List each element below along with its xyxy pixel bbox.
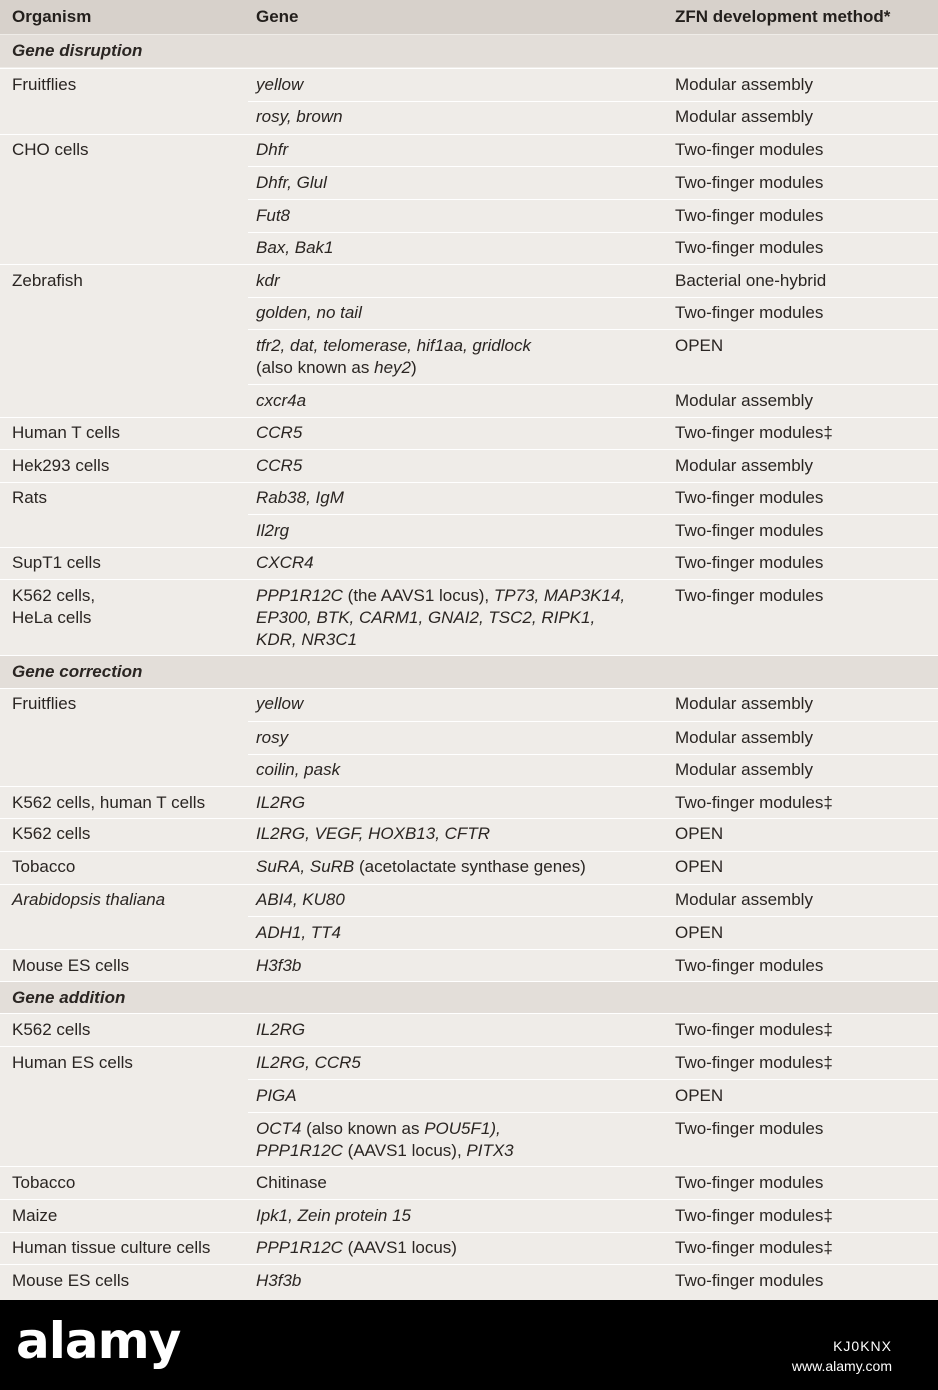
method-cell: Two-finger modules‡	[675, 793, 833, 812]
gene-symbol: OCT4	[256, 1119, 302, 1138]
method-cell: Two-finger modules	[675, 553, 824, 572]
method-cell: Modular assembly	[675, 694, 813, 713]
gene-cell: rosy	[256, 728, 289, 747]
method-cell: Two-finger modules	[675, 1173, 824, 1192]
gene-cell: coilin, pask	[256, 760, 341, 779]
method-cell: OPEN	[675, 1086, 724, 1105]
organism-cell: Human T cells	[12, 423, 121, 442]
method-cell: Two-finger modules	[675, 488, 824, 507]
organism-cell: Mouse ES cells	[12, 1271, 130, 1290]
gene-cell: Chitinase	[256, 1173, 327, 1192]
header-method: ZFN development method*	[675, 7, 891, 26]
gene-line: tfr2, dat, telomerase, hif1aa, gridlock	[256, 336, 531, 355]
gene-cell: rosy, brown	[256, 107, 343, 126]
gene-symbol: POU5F1),	[424, 1119, 501, 1138]
alamy-logo: alamy	[16, 1312, 181, 1370]
gene-symbol: PITX3	[466, 1141, 514, 1160]
method-cell: Two-finger modules‡	[675, 1206, 833, 1225]
method-cell: OPEN	[675, 824, 724, 843]
gene-symbol: PPP1R12C	[256, 1141, 343, 1160]
gene-cell: ABI4, KU80	[256, 890, 345, 909]
gene-cell: Il2rg	[256, 521, 290, 540]
gene-cell: Dhfr, Glul	[256, 173, 327, 192]
organism-cell: SupT1 cells	[12, 553, 101, 572]
organism-cell: Arabidopsis thaliana	[12, 890, 166, 909]
gene-cell	[256, 1237, 666, 1258]
method-cell: Two-finger modules	[675, 956, 824, 975]
gene-symbols: KDR, NR3C1	[256, 630, 358, 649]
gene-cell: CCR5	[256, 456, 303, 475]
method-cell: Modular assembly	[675, 728, 813, 747]
method-cell: Two-finger modules	[675, 238, 824, 257]
gene-cell: IL2RG, CCR5	[256, 1053, 361, 1072]
section-title-gene-disruption: Gene disruption	[0, 35, 938, 67]
gene-cell	[256, 1118, 666, 1162]
organism-cell: Zebrafish	[12, 271, 83, 290]
gene-cell: Ipk1, Zein protein 15	[256, 1206, 411, 1225]
gene-note: (acetolactate synthase genes)	[354, 857, 586, 876]
method-cell: Two-finger modules‡	[675, 423, 833, 442]
gene-symbol: PPP1R12C	[256, 586, 343, 605]
gene-cell: kdr	[256, 271, 280, 290]
stock-watermark-bar	[0, 1300, 938, 1390]
gene-cell: PIGA	[256, 1086, 297, 1105]
gene-cell: IL2RG, VEGF, HOXB13, CFTR	[256, 824, 490, 843]
method-cell: Two-finger modules	[675, 206, 824, 225]
method-cell: Modular assembly	[675, 391, 813, 410]
gene-note: (also known as	[256, 358, 375, 377]
method-cell: Two-finger modules	[675, 1119, 824, 1138]
organism-cell: Rats	[12, 488, 47, 507]
method-cell: Modular assembly	[675, 890, 813, 909]
gene-note-close: )	[411, 358, 417, 377]
gene-cell: H3f3b	[256, 1271, 302, 1290]
organism-line: HeLa cells	[12, 608, 92, 627]
image-id: KJ0KNX	[833, 1338, 892, 1354]
gene-symbols: TP73, MAP3K14,	[493, 586, 626, 605]
header-gene: Gene	[256, 7, 299, 26]
gene-cell: Rab38, IgM	[256, 488, 344, 507]
organism-cell: Tobacco	[12, 857, 76, 876]
gene-cell: IL2RG	[256, 1020, 306, 1039]
gene-cell: cxcr4a	[256, 391, 307, 410]
gene-cell	[256, 335, 666, 379]
method-cell: Modular assembly	[675, 75, 813, 94]
method-cell: Modular assembly	[675, 760, 813, 779]
organism-cell: Human tissue culture cells	[12, 1238, 211, 1257]
organism-cell: Maize	[12, 1206, 58, 1225]
gene-cell: CXCR4	[256, 553, 314, 572]
header-organism: Organism	[12, 7, 92, 26]
method-cell: Two-finger modules	[675, 586, 824, 605]
gene-cell: Fut8	[256, 206, 291, 225]
method-cell: Two-finger modules	[675, 140, 824, 159]
section-title-gene-correction: Gene correction	[0, 656, 938, 688]
method-cell: Two-finger modules	[675, 521, 824, 540]
organism-cell: Human ES cells	[12, 1053, 133, 1072]
method-cell: Two-finger modules	[675, 1271, 824, 1290]
gene-note: (also known as	[301, 1119, 425, 1138]
organism-cell: K562 cells	[12, 824, 91, 843]
method-cell: Two-finger modules	[675, 173, 824, 192]
method-cell: Bacterial one-hybrid	[675, 271, 827, 290]
gene-cell	[256, 856, 666, 877]
organism-cell: Fruitflies	[12, 694, 77, 713]
gene-note: (the AAVS1 locus),	[342, 586, 494, 605]
organism-line: K562 cells,	[12, 586, 96, 605]
method-cell: OPEN	[675, 336, 724, 355]
gene-cell: Bax, Bak1	[256, 238, 334, 257]
gene-note: (AAVS1 locus)	[342, 1238, 457, 1257]
organism-cell: K562 cells, human T cells	[12, 793, 206, 812]
method-cell: Two-finger modules‡	[675, 1053, 833, 1072]
section-title-gene-addition: Gene addition	[0, 982, 938, 1013]
method-cell: Two-finger modules	[675, 303, 824, 322]
gene-cell: IL2RG	[256, 793, 306, 812]
organism-cell	[0, 585, 244, 629]
method-cell: OPEN	[675, 857, 724, 876]
organism-cell: K562 cells	[12, 1020, 91, 1039]
gene-alias: hey2	[374, 358, 411, 377]
method-cell: Two-finger modules‡	[675, 1238, 833, 1257]
gene-cell	[256, 585, 666, 651]
method-cell: Modular assembly	[675, 107, 813, 126]
site-url: www.alamy.com	[791, 1358, 892, 1374]
gene-cell: H3f3b	[256, 956, 302, 975]
organism-cell: Mouse ES cells	[12, 956, 130, 975]
gene-cell: yellow	[256, 75, 304, 94]
gene-cell: Dhfr	[256, 140, 289, 159]
organism-cell: CHO cells	[12, 140, 89, 159]
method-cell: Modular assembly	[675, 456, 813, 475]
organism-cell: Tobacco	[12, 1173, 76, 1192]
gene-symbol: PPP1R12C	[256, 1238, 343, 1257]
table-header	[0, 0, 938, 34]
gene-cell: CCR5	[256, 423, 303, 442]
gene-cell: yellow	[256, 694, 304, 713]
gene-cell: golden, no tail	[256, 303, 362, 322]
method-cell: Two-finger modules‡	[675, 1020, 833, 1039]
gene-symbols: SuRA, SuRB	[256, 857, 355, 876]
method-cell: OPEN	[675, 923, 724, 942]
gene-cell: ADH1, TT4	[256, 923, 342, 942]
organism-cell: Hek293 cells	[12, 456, 110, 475]
organism-cell: Fruitflies	[12, 75, 77, 94]
gene-note: (AAVS1 locus),	[342, 1141, 467, 1160]
gene-symbols: EP300, BTK, CARM1, GNAI2, TSC2, RIPK1,	[256, 608, 596, 627]
